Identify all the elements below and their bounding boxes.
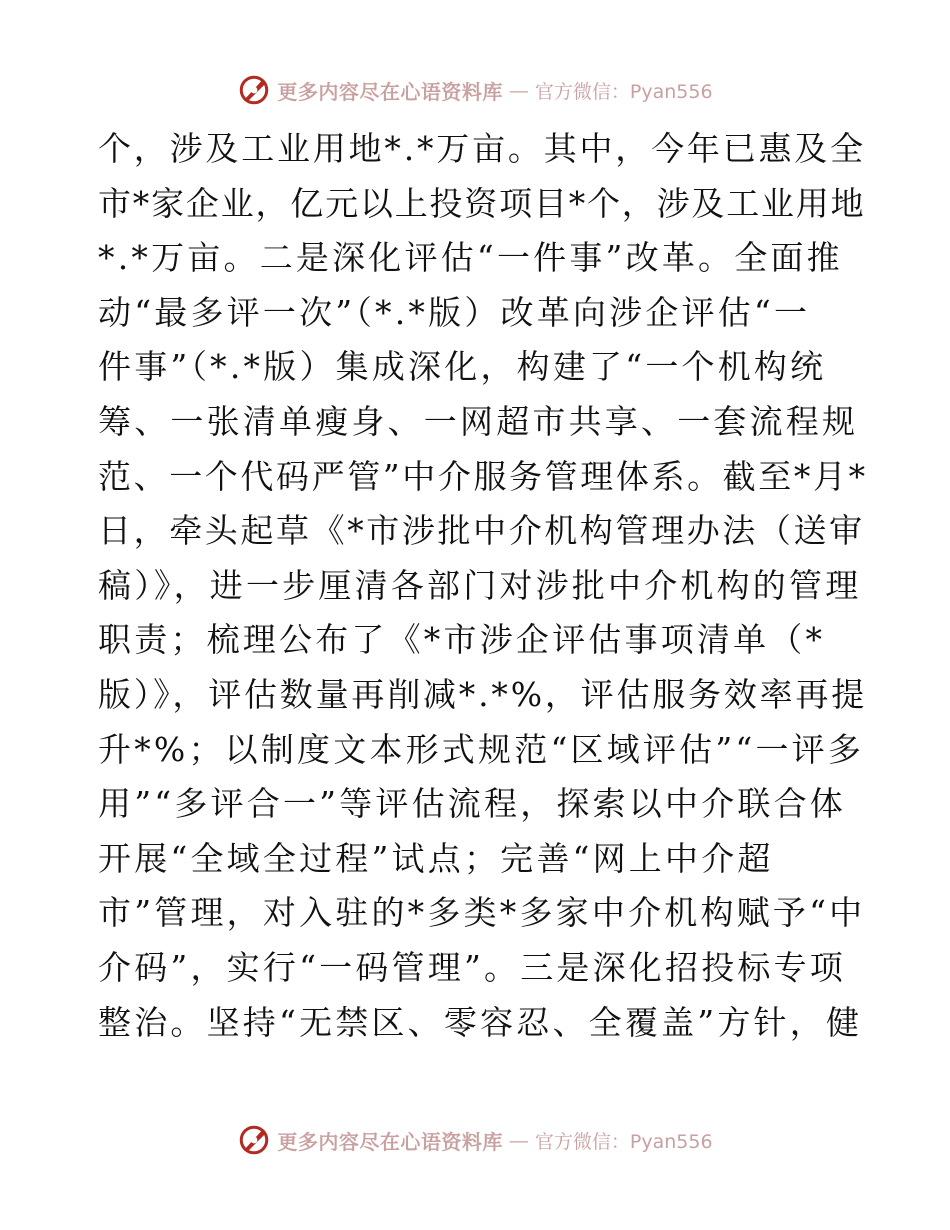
text-line: 职责；梳理公布了《*市涉企评估事项清单（* <box>98 620 826 660</box>
text-line: *.*万亩。二是深化评估“一件事”改革。全面推 <box>98 238 843 278</box>
text-line: 用”“多评合一”等评估流程，探索以中介联合体 <box>98 784 847 824</box>
text-line: 日，牵头起草《*市涉批中介机构管理办法（送审 <box>98 511 865 551</box>
text-line: 范、一个代码严管”中介服务管理体系。截至*月* <box>98 456 868 496</box>
text-line: 稿）》，进一步厘清各部门对涉批中介机构的管理 <box>98 565 862 605</box>
text-line: 开展“全域全过程”试点；完善“网上中介超 <box>98 838 774 878</box>
text-line: 版）》，评估数量再削减*.*%，评估服务效率再提 <box>98 674 868 714</box>
text-line: 介码”，实行“一码管理”。三是深化招投标专项 <box>98 947 847 987</box>
pen-circle-logo-icon <box>237 73 271 107</box>
banner-separator: — <box>508 78 529 102</box>
text-line: 整治。坚持“无禁区、零容忍、全覆盖”方针，健 <box>98 1002 863 1042</box>
banner-text: 更多内容尽在心语资料库 <box>277 79 503 104</box>
banner-separator: — <box>508 1128 529 1152</box>
document-body <box>98 122 868 1050</box>
banner-text: 更多内容尽在心语资料库 <box>277 1129 503 1154</box>
text-line: 动“最多评一次”（*.*版）改革向涉企评估“一 <box>98 292 811 332</box>
banner-contact: 官方微信：Pyan556 <box>534 80 713 103</box>
text-line: 筹、一张清单瘦身、一网超市共享、一套流程规 <box>98 401 859 441</box>
text-line: 个，涉及工业用地*.*万亩。其中，今年已惠及全 <box>98 129 866 168</box>
header-watermark-banner <box>0 70 950 110</box>
text-line: 件事”（*.*版）集成深化，构建了“一个机构统 <box>98 347 827 387</box>
text-line: 升*%；以制度文本形式规范“区域评估”“一评多 <box>98 729 865 769</box>
text-line: 市*家企业，亿元以上投资项目*个，涉及工业用地 <box>98 183 866 223</box>
text-line: 市”管理，对入驻的*多类*多家中介机构赋予“中 <box>98 893 866 933</box>
pen-circle-logo-icon <box>237 1123 271 1157</box>
banner-contact: 官方微信：Pyan556 <box>534 1130 713 1153</box>
footer-watermark-banner <box>0 1120 950 1160</box>
